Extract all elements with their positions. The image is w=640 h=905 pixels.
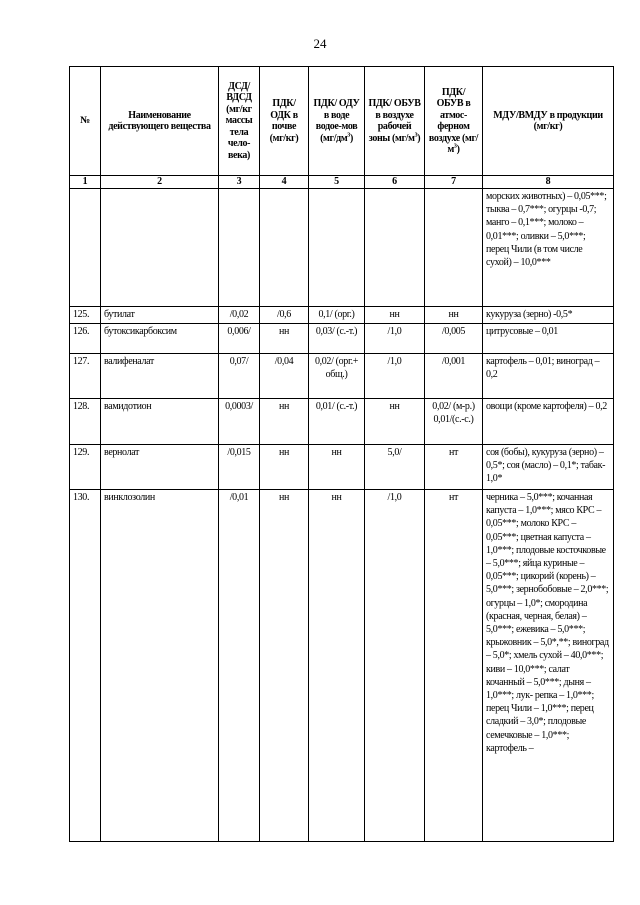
cell-atm-air: /0,001	[425, 354, 483, 399]
cell-soil: нн	[260, 445, 309, 490]
header-work-air-sup: 3	[414, 132, 418, 139]
cell-atm-air: 0,02/ (м-р.) 0,01/(с.-с.)	[425, 399, 483, 445]
colnum-1: 1	[70, 176, 101, 189]
cell-work-air: /1,0	[365, 354, 425, 399]
colnum-5: 5	[309, 176, 365, 189]
cell-water: 0,03/ (с.-т.)	[309, 324, 365, 354]
cell-dsd: 0,006/	[219, 324, 260, 354]
table-row	[70, 399, 614, 445]
colnum-8: 8	[483, 176, 614, 189]
cell-soil	[260, 189, 309, 307]
header-substance: Наименование действующего вещества	[101, 67, 219, 176]
cell-work-air: /1,0	[365, 490, 425, 842]
colnum-2: 2	[101, 176, 219, 189]
cell-work-air: 5,0/	[365, 445, 425, 490]
column-number-row	[70, 176, 614, 189]
cell-products: морских животных) – 0,05***; тыква – 0,7***; огурцы -0,7; манго – 0,1***; молоко – 0,01***; оливки – 5,0***; перец Чили (в том числе сухой) – 10,0***	[483, 189, 614, 307]
cell-soil: нн	[260, 399, 309, 445]
header-num: №	[70, 67, 101, 176]
cell-num: 129.	[70, 445, 101, 490]
cell-work-air: нн	[365, 399, 425, 445]
cell-water: нн	[309, 490, 365, 842]
colnum-7: 7	[425, 176, 483, 189]
cell-num: 128.	[70, 399, 101, 445]
cell-dsd: 0,07/	[219, 354, 260, 399]
cell-num: 125.	[70, 307, 101, 324]
cell-name: вамидотион	[101, 399, 219, 445]
colnum-6: 6	[365, 176, 425, 189]
header-water-sup: 3	[347, 132, 350, 139]
colnum-4: 4	[260, 176, 309, 189]
table-row	[70, 490, 614, 842]
header-atm-air-sup: 3	[453, 143, 457, 150]
page-number: 24	[313, 36, 327, 51]
header-work-air-text: ПДК/ ОБУВ в воздухе рабочей зоны (мг/м	[368, 98, 421, 144]
pesticide-table	[69, 66, 614, 842]
cell-name: винклозолин	[101, 490, 219, 842]
cell-water: 0,02/ (орг.+ общ.)	[309, 354, 365, 399]
cell-products: овощи (кроме картофеля) – 0,2	[483, 399, 614, 445]
table-row	[70, 445, 614, 490]
cell-soil: /0,6	[260, 307, 309, 324]
cell-name	[101, 189, 219, 307]
cell-name: вернолат	[101, 445, 219, 490]
cell-water: нн	[309, 445, 365, 490]
cell-num: 130.	[70, 490, 101, 842]
cell-products: картофель – 0,01; виноград – 0,2	[483, 354, 614, 399]
header-atm-air: ПДК/ ОБУВ в атмос-ферном воздухе $(мг/м^3)$	[425, 67, 483, 176]
header-water: ПДК/ ОДУ в воде водое-мов $(мг/дм^3)$	[309, 67, 365, 176]
header-water-text: ПДК/ ОДУ в воде водое-мов (мг/дм	[313, 98, 360, 144]
cell-atm-air: нт	[425, 445, 483, 490]
cell-dsd: /0,015	[219, 445, 260, 490]
cell-atm-air	[425, 189, 483, 307]
cell-num: 127.	[70, 354, 101, 399]
table-row-continuation	[70, 189, 614, 307]
cell-atm-air: нт	[425, 490, 483, 842]
header-work-air: ПДК/ ОБУВ в воздухе рабочей зоны $(мг/м^3)$	[365, 67, 425, 176]
header-products: МДУ/ВМДУ в продукции (мг/кг)	[483, 67, 614, 176]
cell-work-air: нн	[365, 307, 425, 324]
cell-work-air	[365, 189, 425, 307]
cell-dsd: 0,0003/	[219, 399, 260, 445]
header-row	[70, 67, 614, 176]
table-row	[70, 354, 614, 399]
cell-water: 0,1/ (орг.)	[309, 307, 365, 324]
cell-water: 0,01/ (с.-т.)	[309, 399, 365, 445]
cell-dsd: /0,02	[219, 307, 260, 324]
header-atm-air-text: ПДК/ ОБУВ в атмос-ферном воздухе (мг/м	[428, 86, 479, 155]
cell-name: валифеналат	[101, 354, 219, 399]
table-row	[70, 307, 614, 324]
cell-dsd	[219, 189, 260, 307]
table-row	[70, 324, 614, 354]
cell-dsd: /0,01	[219, 490, 260, 842]
cell-name: бутилат	[101, 307, 219, 324]
header-soil: ПДК/ ОДК в почве (мг/кг)	[260, 67, 309, 176]
colnum-3: 3	[219, 176, 260, 189]
cell-products: цитрусовые – 0,01	[483, 324, 614, 354]
cell-atm-air: /0,005	[425, 324, 483, 354]
cell-num: 126.	[70, 324, 101, 354]
cell-work-air: /1,0	[365, 324, 425, 354]
cell-products: кукуруза (зерно) -0,5*	[483, 307, 614, 324]
header-dsd: ДСД/ ВДСД (мг/кг массы тела чело-века)	[219, 67, 260, 176]
cell-soil: нн	[260, 324, 309, 354]
cell-atm-air: нн	[425, 307, 483, 324]
cell-soil: нн	[260, 490, 309, 842]
cell-soil: /0,04	[260, 354, 309, 399]
cell-num	[70, 189, 101, 307]
cell-products: черника – 5,0***; кочанная капуста – 1,0***; мясо КРС – 0,05***; молоко КРС – 0,05***; цветная капуста – 1,0***; плодовые косточковые – 5,0***; яйца куриные – 0,05***; цикорий (корень) – 5,0***; зернобобовые – 2,0***; огурцы – 1,0*; смородина (красная, черная, белая) – 5,0***; ежевика – 5,0***; крыжовник – 5,0*,**; виноград – 5,0*; хмель сухой – 40,0***; киви – 10,0***; салат кочанный – 5,0***; дыня – 1,0***; лук- репка – 1,0***; перец Чили – 1,0***; перец сладкий – 3,0*; плодовые семечковые – 1,0***; картофель –	[483, 490, 614, 842]
cell-water	[309, 189, 365, 307]
cell-name: бутоксикарбоксим	[101, 324, 219, 354]
cell-products: соя (бобы), кукуруза (зерно) – 0,5*; соя (масло) – 0,1*; табак- 1,0*	[483, 445, 614, 490]
